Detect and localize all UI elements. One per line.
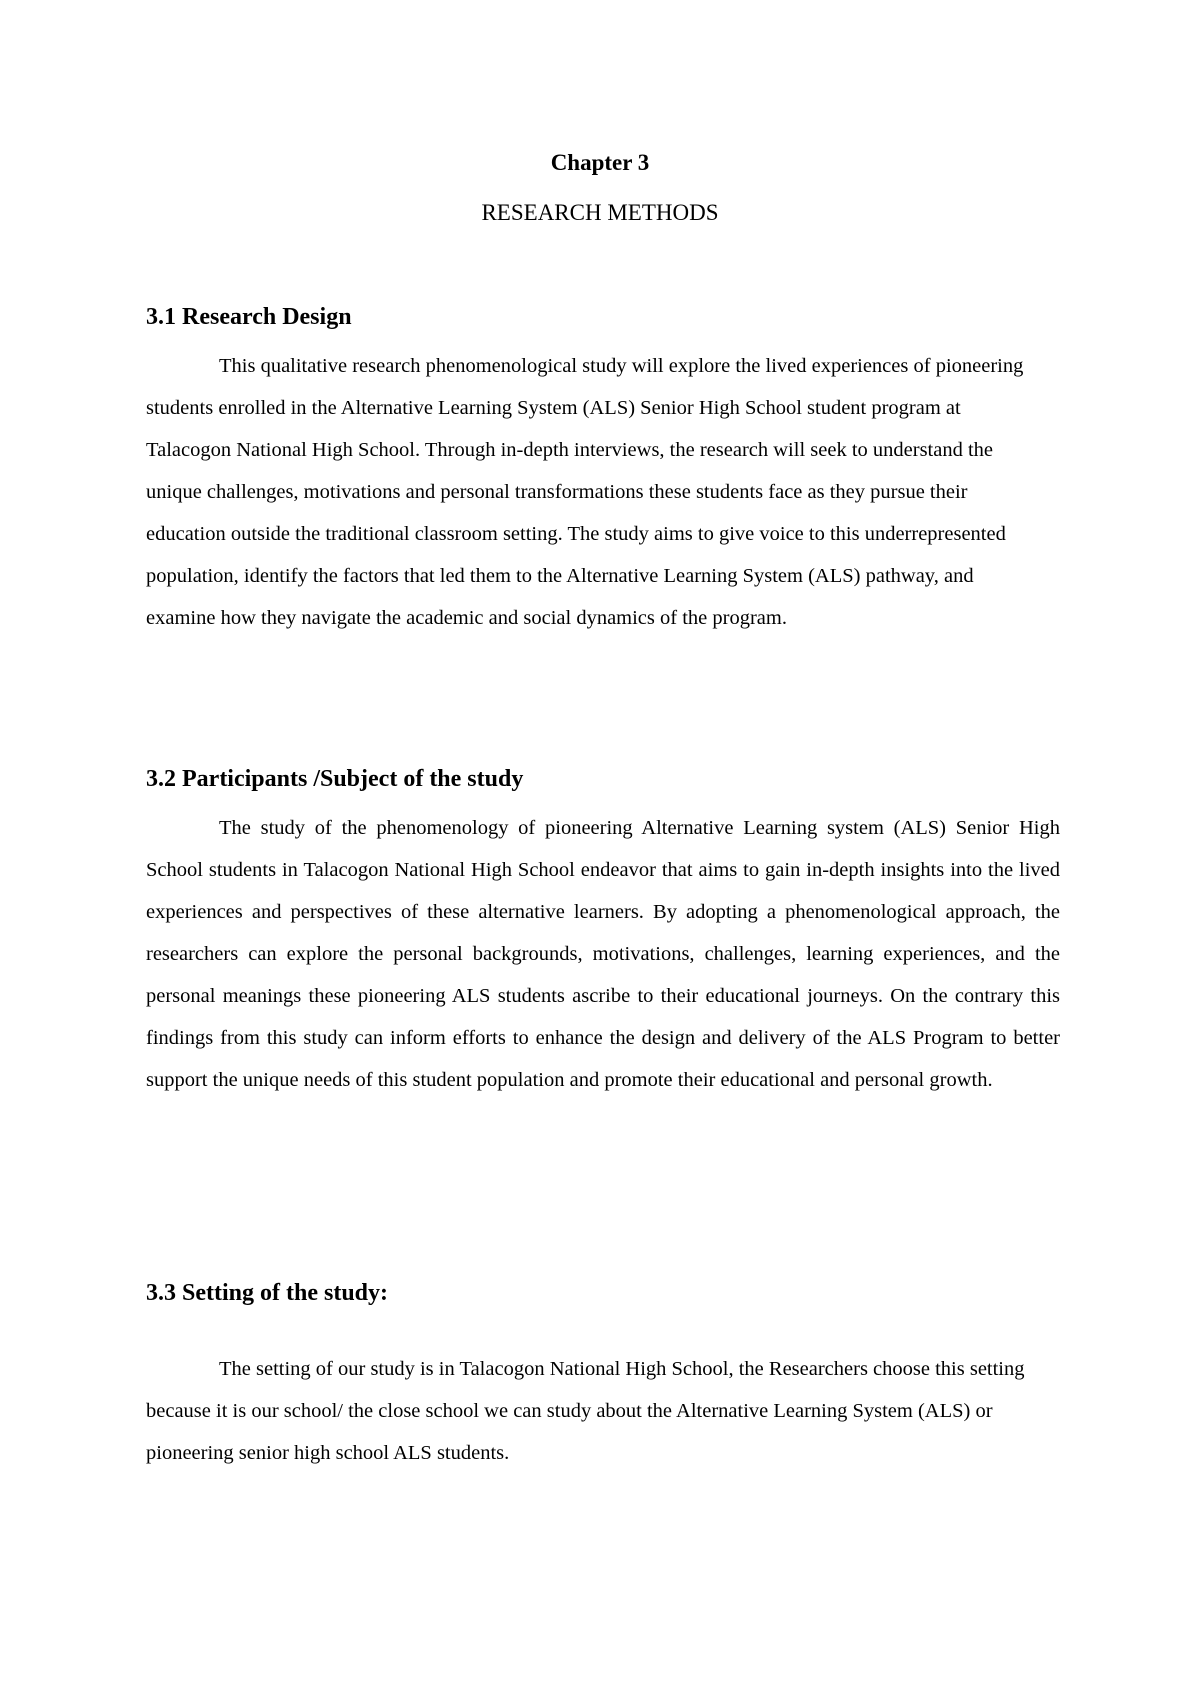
section-heading: 3.3 Setting of the study: (146, 1280, 389, 1306)
section-research-design (146, 302, 1060, 639)
section-paragraph: The study of the phenomenology of pioneering Alternative Learning system (ALS) Senior High School students in Talacogon National High School endeavor that aims to gain in-depth insights into the lived experiences and perspectives of these alternative learners. By adopting a phenomenological approach, the researchers can explore the personal backgrounds, motivations, challenges, learning experiences, and the personal meanings these pioneering ALS students ascribe to their educational journeys. On the contrary this findings from this study can inform efforts to enhance the design and delivery of the ALS Program to better support the unique needs of this student population and promote their educational and personal growth. (146, 817, 1060, 1091)
chapter-number: Chapter 3 (550, 150, 650, 175)
section-paragraph: This qualitative research phenomenological study will explore the lived experiences of pioneering students enrolled in the Alternative Learning System (ALS) Senior High School student program at Talacogon National High School. Through in-depth interviews, the research will seek to understand the unique challenges, motivations and personal transformations these students face as they pursue their education outside the traditional classroom setting. The study aims to give voice to this underrepresented population, identify the factors that led them to the Alternative Learning System (ALS) pathway, and examine how they navigate the academic and social dynamics of the program. (146, 355, 1024, 629)
section-setting (146, 1278, 1060, 1474)
section-paragraph: The setting of our study is in Talacogon National High School, the Researchers choose this setting because it is our school/ the close school we can study about the Alternative Learning System (ALS) or pioneering senior high school ALS students. (146, 1358, 1025, 1464)
section-participants (146, 764, 1060, 1101)
chapter-title: RESEARCH METHODS (481, 200, 719, 225)
section-heading: 3.1 Research Design (146, 304, 352, 330)
section-heading: 3.2 Participants /Subject of the study (146, 766, 524, 792)
